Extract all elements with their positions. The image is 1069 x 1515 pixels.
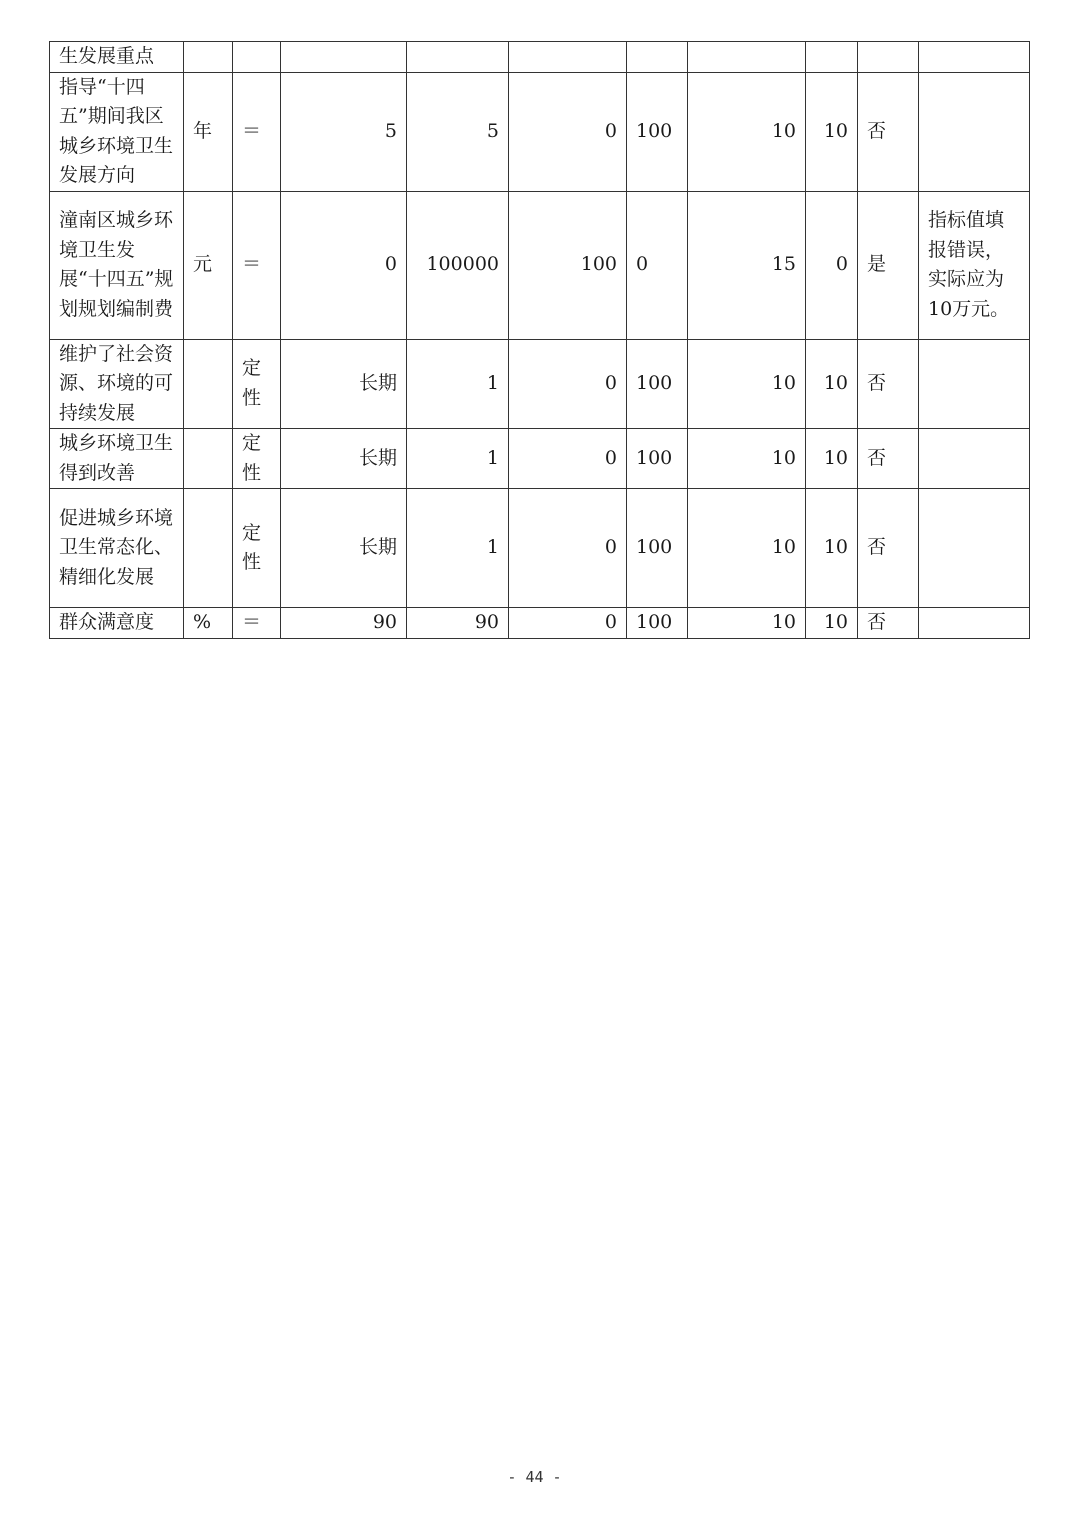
table-row — [50, 72, 1030, 191]
actual-value-cell: 1 — [407, 489, 509, 608]
unit-cell: 年 — [184, 72, 233, 191]
deviation-cell: 0 — [509, 339, 627, 429]
target-value-cell: 5 — [281, 72, 407, 191]
weight-cell: 10 — [688, 429, 806, 489]
actual-value-cell: 1 — [407, 429, 509, 489]
score-rate-cell: 100 — [627, 489, 688, 608]
table-row — [50, 42, 1030, 73]
score-cell: 10 — [806, 72, 858, 191]
indicator-name: 城乡环境卫生得到改善 — [50, 429, 184, 489]
unit-cell: % — [184, 608, 233, 639]
actual-value-cell: 5 — [407, 72, 509, 191]
indicator-name: 维护了社会资源、环境的可持续发展 — [50, 339, 184, 429]
performance-indicator-table — [49, 41, 1030, 639]
flag-cell: 否 — [858, 72, 919, 191]
score-rate-cell: 100 — [627, 72, 688, 191]
note-cell — [919, 489, 1030, 608]
flag-cell: 否 — [858, 339, 919, 429]
indicator-name: 潼南区城乡环境卫生发展“十四五”规划规划编制费 — [50, 191, 184, 339]
operator-cell: 定性 — [233, 339, 281, 429]
flag-cell: 否 — [858, 489, 919, 608]
flag-cell: 否 — [858, 429, 919, 489]
target-value-cell: 长期 — [281, 429, 407, 489]
score-rate-cell: 0 — [627, 191, 688, 339]
actual-value-cell: 100000 — [407, 191, 509, 339]
indicator-name: 群众满意度 — [50, 608, 184, 639]
page-number: - 44 - — [507, 1468, 562, 1486]
actual-value-cell: 1 — [407, 339, 509, 429]
score-rate-cell: 100 — [627, 339, 688, 429]
indicator-name: 指导“十四五”期间我区城乡环境卫生发展方向 — [50, 72, 184, 191]
weight-cell — [688, 42, 806, 73]
table-row — [50, 429, 1030, 489]
indicator-name: 生发展重点 — [50, 42, 184, 73]
weight-cell: 10 — [688, 489, 806, 608]
deviation-cell: 100 — [509, 191, 627, 339]
operator-cell: ＝ — [233, 191, 281, 339]
score-rate-cell: 100 — [627, 429, 688, 489]
score-cell — [806, 42, 858, 73]
deviation-cell — [509, 42, 627, 73]
target-value-cell: 90 — [281, 608, 407, 639]
table-row — [50, 489, 1030, 608]
target-value-cell — [281, 42, 407, 73]
target-value-cell: 长期 — [281, 339, 407, 429]
operator-cell: 定性 — [233, 489, 281, 608]
operator-cell — [233, 42, 281, 73]
unit-cell: 元 — [184, 191, 233, 339]
target-value-cell: 0 — [281, 191, 407, 339]
unit-cell — [184, 429, 233, 489]
actual-value-cell: 90 — [407, 608, 509, 639]
note-cell — [919, 608, 1030, 639]
operator-cell: ＝ — [233, 72, 281, 191]
score-cell: 10 — [806, 339, 858, 429]
score-cell: 10 — [806, 429, 858, 489]
weight-cell: 15 — [688, 191, 806, 339]
note-cell — [919, 72, 1030, 191]
table-row — [50, 191, 1030, 339]
table-row — [50, 608, 1030, 639]
weight-cell: 10 — [688, 608, 806, 639]
weight-cell: 10 — [688, 339, 806, 429]
actual-value-cell — [407, 42, 509, 73]
table-row — [50, 339, 1030, 429]
deviation-cell: 0 — [509, 608, 627, 639]
deviation-cell: 0 — [509, 72, 627, 191]
score-cell: 0 — [806, 191, 858, 339]
note-cell — [919, 339, 1030, 429]
unit-cell — [184, 339, 233, 429]
score-cell: 10 — [806, 608, 858, 639]
indicator-name: 促进城乡环境卫生常态化、精细化发展 — [50, 489, 184, 608]
flag-cell — [858, 42, 919, 73]
deviation-cell: 0 — [509, 429, 627, 489]
flag-cell: 否 — [858, 608, 919, 639]
flag-cell: 是 — [858, 191, 919, 339]
unit-cell — [184, 489, 233, 608]
operator-cell: 定性 — [233, 429, 281, 489]
score-cell: 10 — [806, 489, 858, 608]
score-rate-cell: 100 — [627, 608, 688, 639]
unit-cell — [184, 42, 233, 73]
operator-cell: ＝ — [233, 608, 281, 639]
note-cell — [919, 429, 1030, 489]
score-rate-cell — [627, 42, 688, 73]
note-cell — [919, 42, 1030, 73]
weight-cell: 10 — [688, 72, 806, 191]
deviation-cell: 0 — [509, 489, 627, 608]
note-cell: 指标值填报错误，实际应为10万元。 — [919, 191, 1030, 339]
target-value-cell: 长期 — [281, 489, 407, 608]
